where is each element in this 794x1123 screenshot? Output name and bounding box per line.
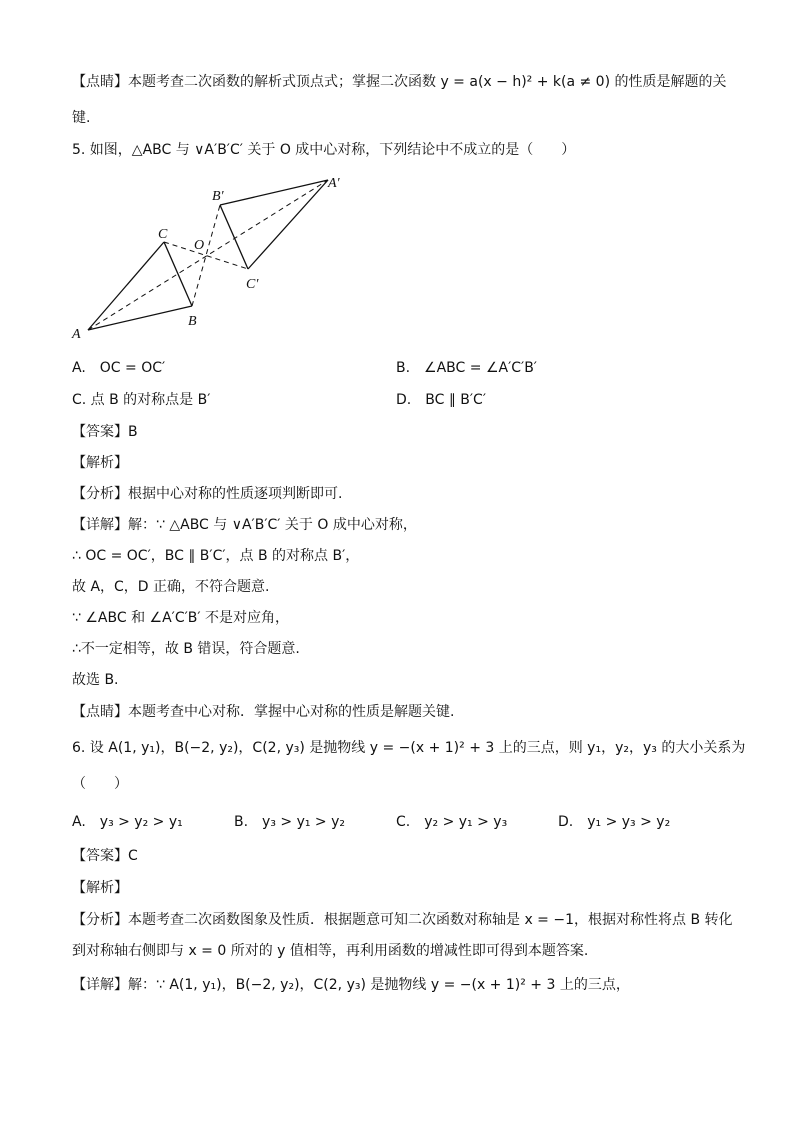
q5-detail-5: ∴不一定相等，故 B 错误，符合题意. xyxy=(72,641,300,657)
label-A: A xyxy=(72,327,81,342)
label-A-prime: A′ xyxy=(328,176,340,191)
q5-detail-2: ∴ OC = OC′，BC ∥ B′C′，点 B 的对称点 B′， xyxy=(72,548,360,564)
q6-fenxi-1: 【分析】本题考查二次函数图象及性质．根据题意可知二次函数对称轴是 x = −1，根据对称性将点 B 转化 xyxy=(72,912,733,928)
q6-option-a: A. y₃ > y₂ > y₁ xyxy=(72,814,183,830)
q5-option-b: B. ∠ABC = ∠A′C′B′ xyxy=(396,360,537,376)
label-B-prime: B′ xyxy=(212,189,224,204)
q5-dianjing: 【点睛】本题考查中心对称．掌握中心对称的性质是解题关键. xyxy=(72,704,455,720)
segment-CB xyxy=(164,242,192,306)
segment-AC xyxy=(88,242,164,330)
q5-answer: 【答案】B xyxy=(72,424,138,440)
q5-option-a: A. OC = OC′ xyxy=(72,360,166,376)
q6-option-c: C. y₂ > y₁ > y₃ xyxy=(396,814,508,830)
q5-option-c: C. 点 B 的对称点是 B′ xyxy=(72,392,211,408)
label-O: O xyxy=(194,238,205,253)
q5-detail-6: 故选 B. xyxy=(72,672,119,688)
q6-option-d: D. y₁ > y₃ > y₂ xyxy=(558,814,671,830)
q5-detail-4: ∵ ∠ABC 和 ∠A′C′B′ 不是对应角， xyxy=(72,610,290,626)
label-C: C xyxy=(158,227,168,242)
segment-B'A' xyxy=(220,180,328,205)
q5-jiexi-heading: 【解析】 xyxy=(72,455,128,471)
dianjing-line-2: 键. xyxy=(72,110,91,126)
dashed-BB' xyxy=(192,205,220,306)
segment-AB xyxy=(88,306,192,330)
central-symmetry-figure xyxy=(66,172,356,347)
dashed-AA' xyxy=(88,180,328,330)
label-C-prime: C′ xyxy=(246,277,259,292)
q5-detail-1: 【详解】解：∵ △ABC 与 ∨A′B′C′ 关于 O 成中心对称， xyxy=(72,517,417,533)
question-6-paren: （ ） xyxy=(72,776,128,792)
dianjing-line-1: 【点睛】本题考查二次函数的解析式顶点式；掌握二次函数 y = a(x − h)² + k(a ≠ 0) 的性质是解题的关 xyxy=(72,74,727,90)
q6-detail-1: 【详解】解：∵ A(1, y₁)，B(−2, y₂)，C(2, y₃) 是抛物线 y = −(x + 1)² + 3 上的三点， xyxy=(72,977,630,993)
q6-answer: 【答案】C xyxy=(72,848,138,864)
q5-detail-3: 故 A，C，D 正确，不符合题意. xyxy=(72,579,270,595)
question-6-stem: 6. 设 A(1, y₁)，B(−2, y₂)，C(2, y₃) 是抛物线 y = −(x + 1)² + 3 上的三点，则 y₁，y₂，y₃ 的大小关系为 xyxy=(72,740,746,756)
label-B: B xyxy=(188,314,197,329)
question-5-stem: 5. 如图，△ABC 与 ∨A′B′C′ 关于 O 成中心对称，下列结论中不成立的是（ ） xyxy=(72,142,576,158)
q5-option-d: D. BC ∥ B′C′ xyxy=(396,392,487,408)
q6-fenxi-2: 到对称轴右侧即与 x = 0 所对的 y 值相等，再利用函数的增减性即可得到本题答案. xyxy=(72,943,589,959)
q5-fenxi: 【分析】根据中心对称的性质逐项判断即可. xyxy=(72,486,343,502)
dashed-CC' xyxy=(164,242,248,269)
q6-jiexi-heading: 【解析】 xyxy=(72,880,128,896)
segment-B'C' xyxy=(220,205,248,269)
q6-option-b: B. y₃ > y₁ > y₂ xyxy=(234,814,346,830)
segment-A'C' xyxy=(248,180,328,269)
